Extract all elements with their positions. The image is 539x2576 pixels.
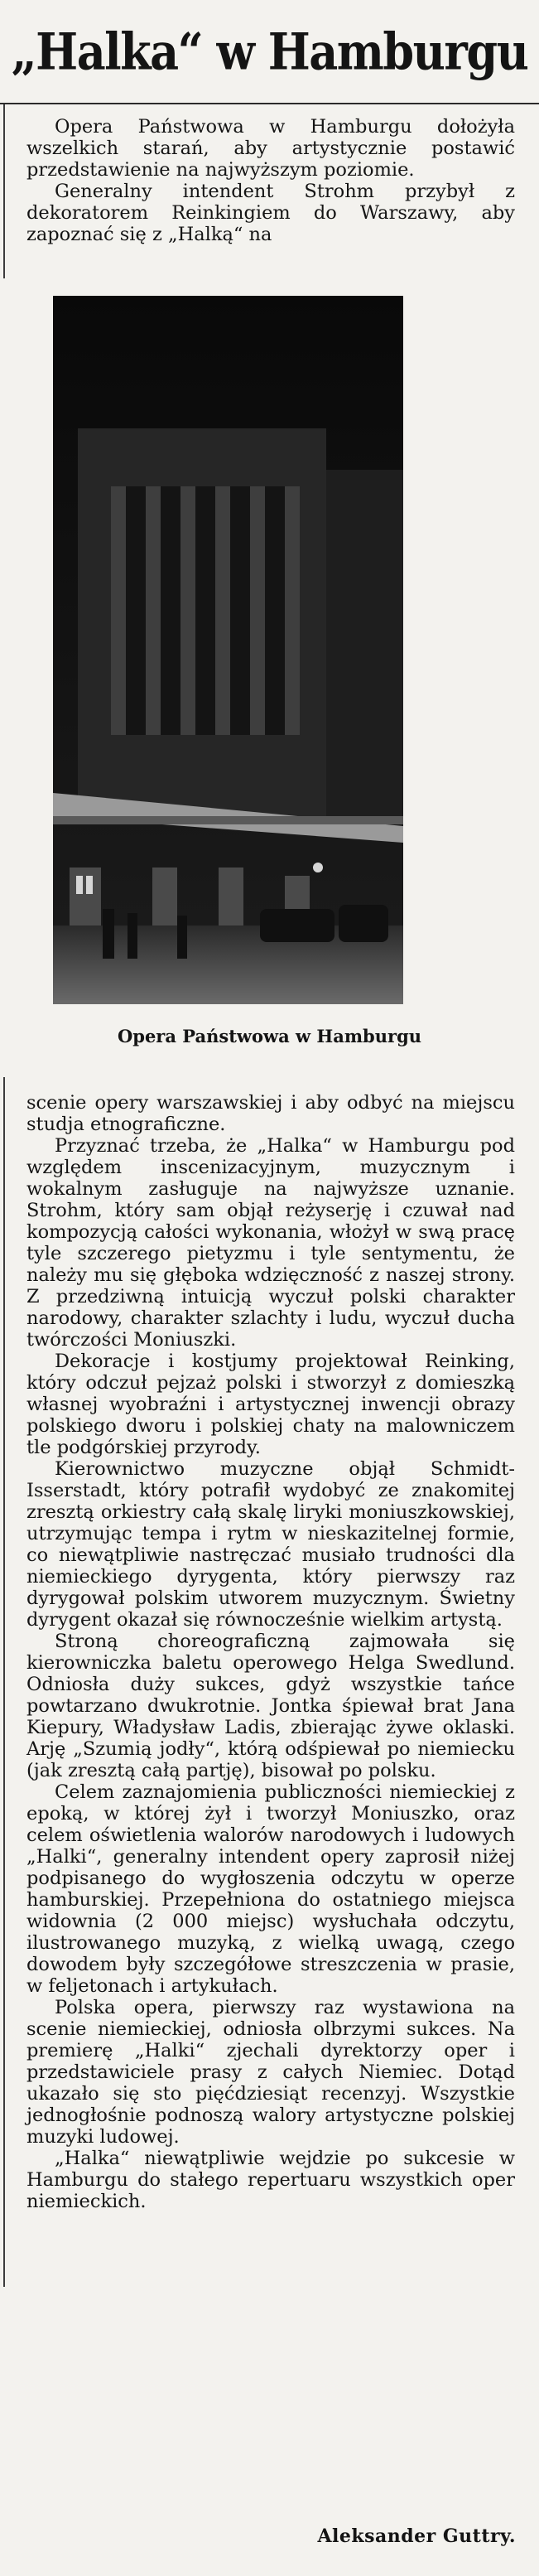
paragraph-4: Kierownictwo muzyczne objął Schmidt-Isserstadt, który potrafił wydobyć ze znakomitej zresztą orkiestry całą skalę liryki moniuszkowskiej, utrzymując tempa i rytm w nieskazitelnej formie, co niewątpliwie nastręczać musiało trudności dla niemieckiego dyrygenta, który pierwszy raz dyrygował polskim utworem muzycznym. Świetny dyrygent okazał się równocześnie wielkim artystą. xyxy=(26,1458,515,1631)
article-title: „Halka“ w Hamburgu xyxy=(11,22,528,82)
body-text xyxy=(26,1092,515,2212)
left-column-rule xyxy=(3,104,5,278)
author-signature: Aleksander Guttry. xyxy=(317,2525,516,2547)
paragraph-intro-1: Opera Państwowa w Hamburgu dołożyła wszelkich starań, aby artystycznie postawić przedstawienie na najwyższym poziomie. xyxy=(26,116,515,181)
opera-house-illustration xyxy=(53,296,403,1004)
opera-house-photo xyxy=(53,296,403,1004)
title-separator xyxy=(0,103,539,104)
paragraph-8: „Halka“ niewątpliwie wejdzie po sukcesie w Hamburgu do stałego repertuaru wszystkich oper niemieckich. xyxy=(26,2148,515,2212)
paragraph-7: Polska opera, pierwszy raz wystawiona na scenie niemieckiej, odniosła olbrzymi sukces. Na premierę „Halki“ zjechali dyrektorzy oper i przedstawiciele prasy z całych Niemiec. Dotąd ukazało się sto pięćdziesiąt recenzyj. Wszystkie jednogłośnie podnoszą walory artystyczne polskiej muzyki ludowej. xyxy=(26,1997,515,2148)
paragraph-intro-2: Generalny intendent Strohm przybył z dekoratorem Reinkingiem do Warszawy, aby zapoznać się z „Halką“ na xyxy=(26,181,515,245)
photo-caption: Opera Państwowa w Hamburgu xyxy=(117,1026,422,1046)
paragraph-6: Celem zaznajomienia publiczności niemieckiej z epoką, w której żył i tworzył Moniuszko, oraz celem oświetlenia walorów narodowych i ludowych „Halki“, generalny intendent opery zaprosił niżej podpisanego do wygłoszenia odczytu w operze hamburskiej. Przepełniona do ostatniego miejsca widownia (2 000 miejsc) wysłuchała odczytu, ilustrowanego muzyką, z wielką uwagą, czego dowodem były szczegółowe streszczenia w prasie, w feljetonach i artykułach. xyxy=(26,1781,515,1997)
paragraph-2: Przyznać trzeba, że „Halka“ w Hamburgu pod względem inscenizacyjnym, muzycznym i wokalnym zasługuje na najwyższe uznanie. Strohm, który sam objął reżyserję i czuwał nad kompozycją całości wykonania, włożył w swą pracę tyle szczerego pietyzmu i tyle sentymentu, że należy mu się głęboka wdzięczność z naszej strony. Z przedziwną intuicją wyczuł polski charakter narodowy, charakter szlachty i ludu, wyczuł ducha twórczości Moniuszki. xyxy=(26,1135,515,1351)
paragraph-1: scenie opery warszawskiej i aby odbyć na miejscu studja etnograficzne. xyxy=(26,1092,515,1135)
left-column-rule-body xyxy=(3,1077,5,2287)
paragraph-5: Stroną choreograficzną zajmowała się kierowniczka baletu operowego Helga Swedlund. Odniosła duży sukces, gdyż wszystkie tańce powtarzano dwukrotnie. Jontka śpiewał brat Jana Kiepury, Władysław Ladis, zbierając żywe oklaski. Arję „Szumią jodły“, którą odśpiewał po niemiecku (jak zresztą całą partję), bisował po polsku. xyxy=(26,1631,515,1781)
intro-text xyxy=(26,116,515,245)
paragraph-3: Dekoracje i kostjumy projektował Reinking, który odczuł pejzaż polski i stworzył z domieszką własnej wyobraźni i artystycznej inwencji obrazy polskiego dworu i polskiej chaty na malowniczem tle podgórskiej przyrody. xyxy=(26,1351,515,1458)
